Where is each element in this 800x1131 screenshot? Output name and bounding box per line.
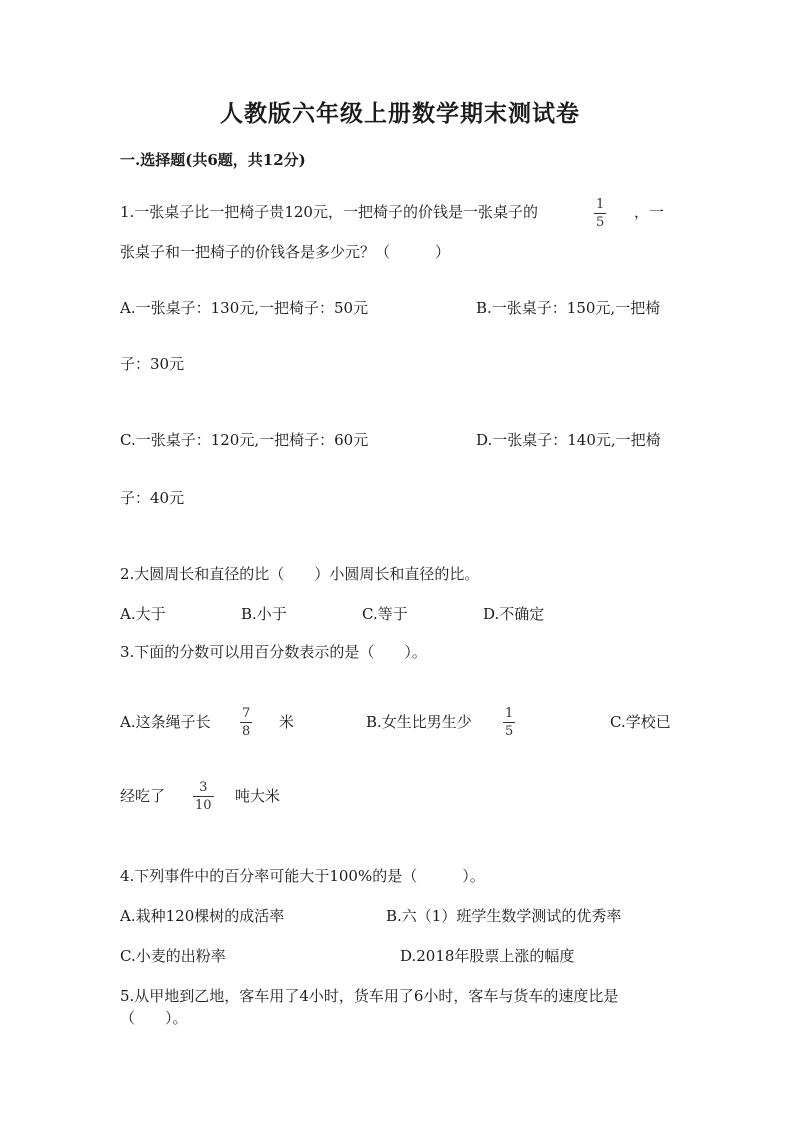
question-2-option-b: B.小于 — [241, 605, 287, 623]
fraction-bar — [594, 213, 606, 214]
fraction-denominator: 10 — [195, 798, 212, 813]
fraction-bar — [240, 722, 252, 723]
fraction-denominator: 5 — [505, 724, 514, 739]
question-1-line1-tail: ，一 — [634, 203, 665, 221]
question-1-option-c: C.一张桌子：120元,一把椅子：60元 — [120, 431, 369, 449]
question-4-option-c: C.小麦的出粉率 — [120, 947, 226, 965]
question-1-option-d-wrap: 子：40元 — [120, 489, 185, 507]
question-3-option-c-tail: 吨大米 — [235, 787, 281, 805]
question-4-option-b: B.六（1）班学生数学测试的优秀率 — [386, 907, 622, 925]
question-3-option-c-fraction — [193, 780, 214, 813]
question-5-line2: （ ）。 — [120, 1009, 188, 1027]
question-5-line1: 5.从甲地到乙地，客车用了4小时，货车用了6小时，客车与货车的速度比是 — [120, 987, 619, 1005]
question-1-line1: 1.一张桌子比一把椅子贵120元，一把椅子的价钱是一张桌子的 — [120, 203, 538, 221]
fraction-numerator: 7 — [242, 706, 251, 721]
question-1-option-b-wrap: 子：30元 — [120, 355, 185, 373]
question-3-option-b: B.女生比男生少 — [366, 713, 472, 731]
question-1-fraction — [594, 197, 606, 230]
fraction-bar — [503, 722, 515, 723]
fraction-numerator: 1 — [596, 197, 605, 212]
question-3-option-a-fraction — [240, 706, 252, 739]
question-4-text: 4.下列事件中的百分率可能大于100%的是（ ）。 — [120, 867, 485, 885]
fraction-numerator: 3 — [199, 780, 208, 795]
section-heading: 一.选择题(共6题，共12分) — [120, 151, 306, 169]
question-3-text: 3.下面的分数可以用百分数表示的是（ ）。 — [120, 643, 427, 661]
fraction-denominator: 5 — [596, 215, 605, 230]
question-1-line2: 张桌子和一把椅子的价钱各是多少元？（ ） — [120, 243, 451, 261]
question-3-option-b-fraction — [503, 706, 515, 739]
question-3-option-a-unit: 米 — [279, 713, 295, 731]
question-4-option-d: D.2018年股票上涨的幅度 — [400, 947, 575, 965]
page-title: 人教版六年级上册数学期末测试卷 — [220, 100, 580, 127]
question-3-option-c: C.学校已 — [610, 713, 671, 731]
question-2-option-c: C.等于 — [362, 605, 408, 623]
question-4-option-a: A.栽种120棵树的成活率 — [120, 907, 285, 925]
question-2-text: 2.大圆周长和直径的比（ ）小圆周长和直径的比。 — [120, 565, 480, 583]
question-3-option-a: A.这条绳子长 — [120, 713, 211, 731]
question-3-option-c-wrap: 经吃了 — [120, 787, 166, 805]
question-1-option-d: D.一张桌子：140元,一把椅 — [476, 431, 661, 449]
question-1-option-a: A.一张桌子：130元,一把椅子：50元 — [120, 299, 369, 317]
fraction-bar — [193, 796, 214, 797]
question-2-option-d: D.不确定 — [483, 605, 545, 623]
fraction-denominator: 8 — [242, 724, 251, 739]
fraction-numerator: 1 — [505, 706, 514, 721]
question-2-option-a: A.大于 — [120, 605, 166, 623]
question-1-option-b: B.一张桌子：150元,一把椅 — [476, 299, 661, 317]
